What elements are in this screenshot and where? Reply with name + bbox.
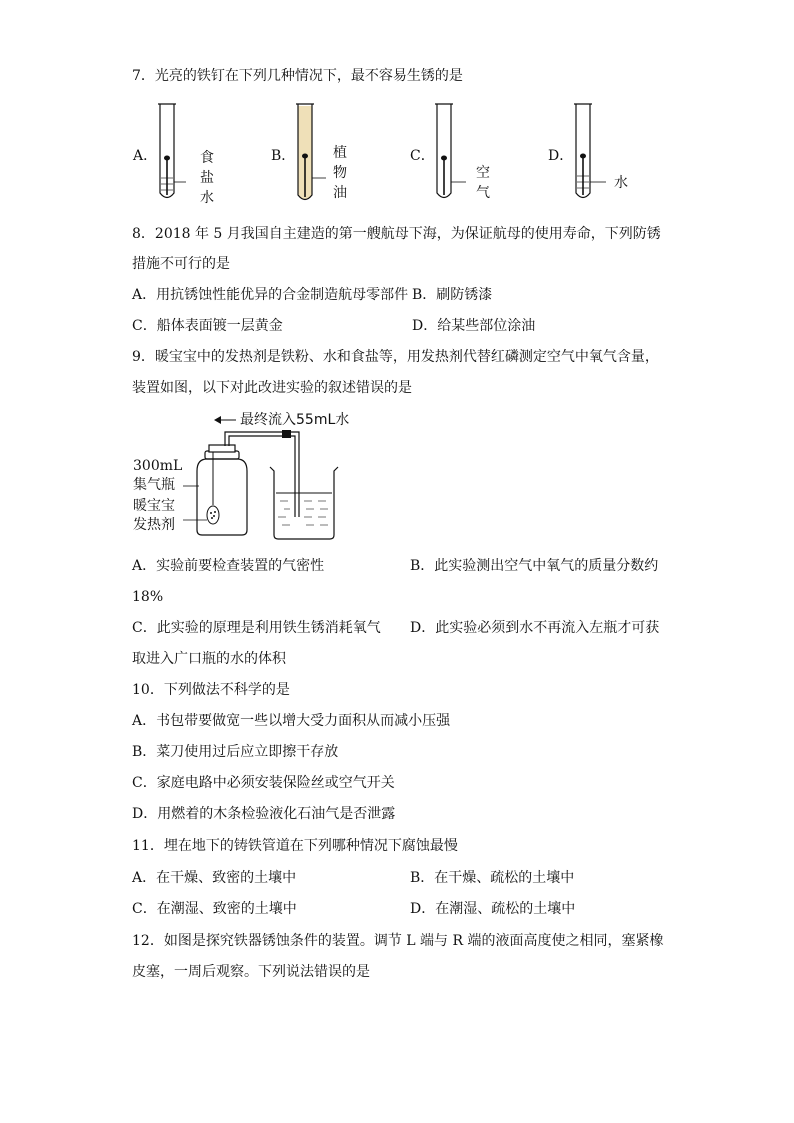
q8-option-a: A．用抗锈蚀性能优异的合金制造航母零部件	[132, 287, 409, 303]
q7-tube-d-text-1: 水	[614, 175, 628, 191]
q11-option-c: C．在潮湿、致密的土壤中	[132, 901, 297, 917]
q9-stem-line1: 9．暖宝宝中的发热剂是铁粉、水和食盐等，用发热剂代替红磷测定空气中氧气含量，	[132, 349, 659, 365]
q9-apparatus-figure	[0, 405, 794, 545]
q7-tube-c-text-1: 空	[476, 165, 490, 181]
q10-option-a: A．书包带要做宽一些以增大受力面积从而减小压强	[132, 713, 451, 729]
q9-bottle-label-2: 集气瓶	[133, 477, 175, 493]
q11-option-d: D．在潮湿、疏松的土壤中	[410, 901, 576, 917]
q9-option-d: D．此实验必须到水不再流入左瓶才可获	[410, 620, 660, 636]
q9-agent-label-2: 发热剂	[133, 517, 175, 533]
q9-option-b: B．此实验测出空气中氧气的质量分数约	[410, 558, 659, 574]
q8-stem-line2: 措施不可行的是	[132, 256, 230, 272]
q7-label-d: D．	[548, 148, 574, 164]
q7-label-b: B．	[271, 148, 296, 164]
q9-bottle-label-1: 300mL	[133, 458, 183, 474]
q7-tube-a-text-2: 盐	[200, 170, 214, 186]
q8-stem-line1: 8．2018 年 5 月我国自主建造的第一艘航母下海，为保证航母的使用寿命，下列防锈	[132, 226, 661, 242]
q9-option-b-cont: 18%	[132, 589, 164, 605]
q10-option-b: B．菜刀使用过后应立即擦干存放	[132, 744, 339, 760]
q9-arrow-label: 最终流入55mL水	[240, 412, 350, 428]
q8-option-c: C．船体表面镀一层黄金	[132, 318, 283, 334]
q7-tube-a-text-3: 水	[200, 190, 214, 206]
q10-stem: 10．下列做法不科学的是	[132, 682, 290, 698]
tube-a	[158, 104, 186, 198]
q7-test-tubes-figure	[0, 98, 794, 208]
q10-option-c: C．家庭电路中必须安装保险丝或空气开关	[132, 775, 395, 791]
q7-tube-c-text-2: 气	[476, 185, 490, 201]
q9-agent-label-1: 暖宝宝	[133, 498, 175, 514]
q8-option-b: B．刷防锈漆	[412, 287, 493, 303]
q10-option-d: D．用燃着的木条检验液化石油气是否泄露	[132, 806, 396, 822]
tube-b	[296, 104, 326, 200]
q7-tube-a-text-1: 食	[200, 150, 214, 166]
q7-stem: 7．光亮的铁钉在下列几种情况下，最不容易生锈的是	[132, 68, 463, 84]
q9-option-c: C．此实验的原理是利用铁生锈消耗氧气	[132, 620, 381, 636]
q7-label-c: C．	[410, 148, 435, 164]
q7-tube-b-text-2: 物	[333, 165, 347, 181]
q7-tube-b-text-1: 植	[333, 145, 347, 161]
q7-label-a: A．	[133, 148, 158, 164]
q7-tube-b-text-3: 油	[333, 185, 347, 201]
q11-option-a: A．在干燥、致密的土壤中	[132, 870, 297, 886]
q9-stem-line2: 装置如图，以下对此改进实验的叙述错误的是	[132, 380, 412, 396]
q8-option-d: D．给某些部位涂油	[412, 318, 536, 334]
tube-d	[574, 104, 606, 198]
q11-stem: 11．埋在地下的铸铁管道在下列哪种情况下腐蚀最慢	[132, 838, 458, 854]
tube-c	[435, 104, 466, 198]
q12-stem-line1: 12．如图是探究铁器锈蚀条件的装置。调节 L 端与 R 端的液面高度使之相同，塞紧橡	[132, 933, 664, 949]
q9-option-a: A．实验前要检查装置的气密性	[132, 558, 325, 574]
q9-option-d-cont: 取进入广口瓶的水的体积	[132, 651, 286, 667]
q11-option-b: B．在干燥、疏松的土壤中	[410, 870, 575, 886]
q12-stem-line2: 皮塞，一周后观察。下列说法错误的是	[132, 964, 370, 980]
